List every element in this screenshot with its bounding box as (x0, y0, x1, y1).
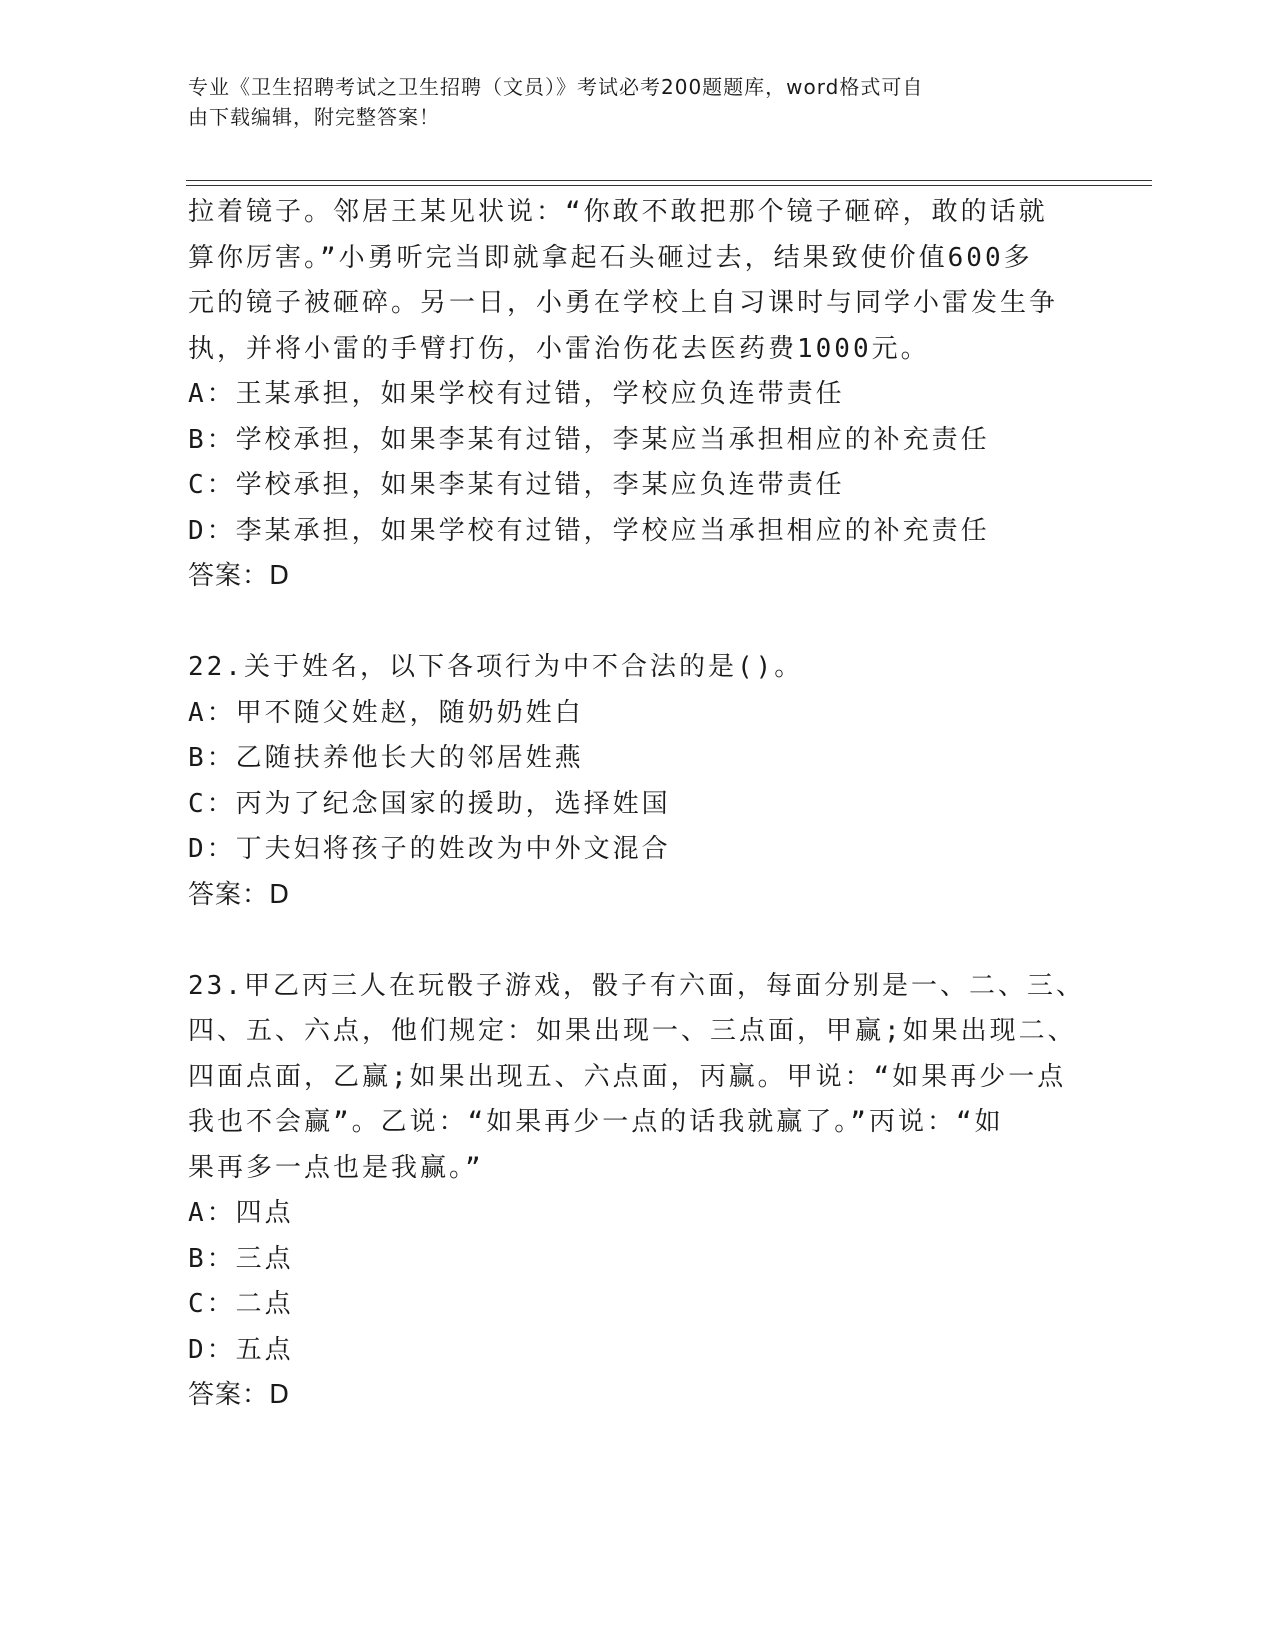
question-stem-line: 算你厉害。”小勇听完当即就拿起石头砸过去，结果致使价值600多 (188, 242, 1033, 273)
option-b: B：学校承担，如果李某有过错，李某应当承担相应的补充责任 (188, 424, 990, 455)
header-line-1: 专业《卫生招聘考试之卫生招聘（文员）》考试必考200题题库，word格式可自 (188, 75, 924, 99)
question-stem-line: 四、五、六点，他们规定：如果出现一、三点面，甲赢;如果出现二、 (188, 1016, 1077, 1046)
spacer (188, 600, 1088, 646)
option-d: D：李某承担，如果学校有过错，学校应当承担相应的补充责任 (188, 515, 990, 546)
answer-line: 答案：D (188, 561, 291, 591)
document-body (188, 190, 1088, 1419)
question-stem-line: 执，并将小雷的手臂打伤，小雷治伤花去医药费1000元。 (188, 333, 930, 364)
question-stem-line: 23.甲乙丙三人在玩骰子游戏，骰子有六面，每面分别是一、二、三、 (188, 970, 1085, 1001)
spacer (188, 918, 1088, 964)
question-21 (188, 190, 1088, 600)
header-line-2: 由下载编辑，附完整答案！ (188, 105, 440, 129)
question-stem-line: 元的镜子被砸碎。另一日，小勇在学校上自习课时与同学小雷发生争 (188, 288, 1059, 318)
question-stem-line: 22.关于姓名，以下各项行为中不合法的是()。 (188, 652, 804, 682)
question-stem-line: 我也不会赢”。乙说：“如果再少一点的话我就赢了。”丙说：“如 (188, 1107, 1004, 1137)
option-a: A：甲不随父姓赵，随奶奶姓白 (188, 697, 584, 728)
header-divider-bottom (186, 185, 1152, 186)
answer-line: 答案：D (188, 879, 291, 910)
question-stem-line: 拉着镜子。邻居王某见状说：“你敢不敢把那个镜子砸碎，敢的话就 (188, 197, 1048, 227)
question-22 (188, 645, 1088, 918)
document-header (188, 72, 1068, 132)
question-stem-line: 四面点面，乙赢;如果出现五、六点面，丙赢。甲说：“如果再少一点 (188, 1061, 1067, 1092)
option-a: A：四点 (188, 1198, 294, 1228)
option-d: D：丁夫妇将孩子的姓改为中外文混合 (188, 834, 671, 864)
option-b: B：三点 (188, 1243, 294, 1274)
question-23 (188, 964, 1088, 1419)
question-stem-line: 果再多一点也是我赢。” (188, 1152, 484, 1183)
option-d: D：五点 (188, 1334, 294, 1365)
option-c: C：学校承担，如果李某有过错，李某应负连带责任 (188, 470, 845, 500)
option-b: B：乙随扶养他长大的邻居姓燕 (188, 743, 584, 773)
header-divider-top (186, 180, 1152, 181)
answer-line: 答案：D (188, 1380, 291, 1410)
option-a: A：王某承担，如果学校有过错，学校应负连带责任 (188, 379, 845, 409)
option-c: C：二点 (188, 1289, 294, 1319)
option-c: C：丙为了纪念国家的援助，选择姓国 (188, 788, 671, 819)
